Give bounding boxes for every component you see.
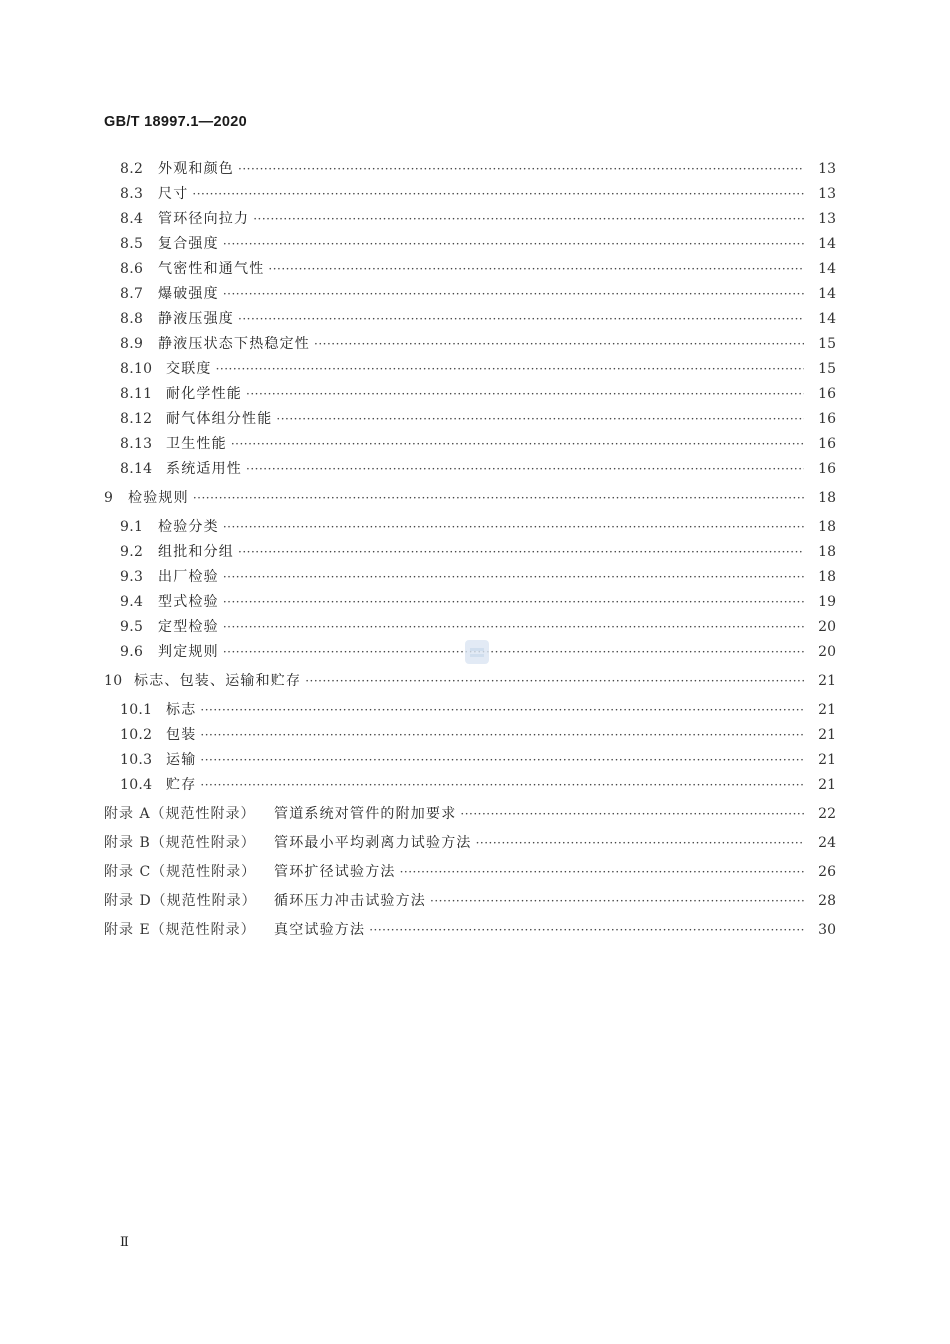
toc-entry[interactable] — [120, 567, 836, 587]
toc-entry[interactable] — [120, 284, 836, 304]
toc-entry[interactable] — [120, 384, 836, 404]
toc-entry-page: 16 — [818, 386, 836, 402]
toc-entry-page: 15 — [818, 361, 836, 377]
toc-entry-title: 复合强度 — [158, 236, 219, 252]
toc-entry[interactable] — [120, 725, 836, 745]
toc-entry-number: 9.1 — [120, 519, 144, 535]
toc-leader-dots — [305, 671, 804, 691]
toc-entry-page: 16 — [818, 436, 836, 452]
toc-entry[interactable] — [120, 775, 836, 795]
toc-entry-number: 9 — [104, 490, 114, 506]
toc-entry-number: 9.2 — [120, 544, 144, 560]
toc-entry-number: 10.1 — [120, 702, 153, 718]
toc-entry-title: 静液压强度 — [158, 311, 234, 327]
toc-chapter-entry[interactable] — [104, 671, 836, 691]
toc-entry-number: 8.13 — [120, 436, 153, 452]
toc-entry-title: 出厂检验 — [158, 569, 219, 585]
toc-entry-title: 循环压力冲击试验方法 — [274, 893, 426, 909]
toc-leader-dots — [200, 725, 804, 745]
toc-entry-title: 交联度 — [166, 361, 212, 377]
toc-entry-title: 真空试验方法 — [274, 922, 366, 938]
toc-entry-number: 9.4 — [120, 594, 144, 610]
toc-entry-page: 24 — [818, 835, 836, 851]
toc-entry-number: 10 — [104, 673, 123, 689]
toc-entry[interactable] — [120, 184, 836, 204]
toc-entry-title: 耐气体组分性能 — [166, 411, 273, 427]
toc-entry-number: 9.5 — [120, 619, 144, 635]
toc-leader-dots — [223, 517, 804, 537]
watermark-icon — [465, 640, 489, 664]
toc-leader-dots — [192, 184, 804, 204]
toc-entry[interactable] — [120, 592, 836, 612]
toc-entry-title: 管环径向拉力 — [158, 211, 250, 227]
toc-entry-page: 13 — [818, 186, 836, 202]
toc-entry-page: 26 — [818, 864, 836, 880]
toc-entry-page: 13 — [818, 211, 836, 227]
toc-entry[interactable] — [120, 542, 836, 562]
toc-leader-dots — [238, 309, 804, 329]
toc-leader-dots — [223, 567, 804, 587]
toc-entry[interactable] — [120, 517, 836, 537]
toc-leader-dots — [476, 833, 804, 853]
toc-annex-label: 附录 E（规范性附录） — [104, 922, 256, 938]
toc-entry-title: 静液压状态下热稳定性 — [158, 336, 310, 352]
toc-leader-dots — [314, 334, 804, 354]
toc-entry-title: 耐化学性能 — [166, 386, 242, 402]
toc-entry-page: 18 — [818, 569, 836, 585]
toc-leader-dots — [246, 384, 804, 404]
toc-entry[interactable] — [120, 700, 836, 720]
toc-entry-title: 外观和颜色 — [158, 161, 234, 177]
toc-entry-page: 20 — [818, 619, 836, 635]
toc-entry[interactable] — [120, 334, 836, 354]
toc-entry-number: 8.5 — [120, 236, 144, 252]
toc-entry[interactable] — [120, 750, 836, 770]
toc-leader-dots — [200, 750, 804, 770]
toc-entry-title: 组批和分组 — [158, 544, 234, 560]
toc-entry-number: 10.4 — [120, 777, 153, 793]
toc-entry[interactable] — [120, 409, 836, 429]
toc-entry-title: 定型检验 — [158, 619, 219, 635]
toc-entry-number: 8.4 — [120, 211, 144, 227]
toc-entry-page: 14 — [818, 286, 836, 302]
toc-entry-page: 13 — [818, 161, 836, 177]
toc-entry-title: 检验分类 — [158, 519, 219, 535]
toc-leader-dots — [223, 284, 804, 304]
toc-entry[interactable] — [120, 617, 836, 637]
toc-annex-label: 附录 C（规范性附录） — [104, 864, 257, 880]
toc-entry-title: 标志、包装、运输和贮存 — [134, 673, 302, 689]
toc-leader-dots — [223, 234, 804, 254]
toc-entry-title: 卫生性能 — [166, 436, 227, 452]
toc-annex-entry[interactable] — [104, 804, 836, 824]
toc-entry-title: 气密性和通气性 — [158, 261, 265, 277]
toc-entry-number: 8.2 — [120, 161, 144, 177]
toc-leader-dots — [223, 642, 804, 662]
toc-entry-number: 8.6 — [120, 261, 144, 277]
toc-entry-page: 14 — [818, 261, 836, 277]
toc-entry[interactable] — [120, 234, 836, 254]
toc-leader-dots — [216, 359, 804, 379]
toc-entry-page: 30 — [818, 922, 836, 938]
toc-leader-dots — [268, 259, 804, 279]
toc-entry-page: 15 — [818, 336, 836, 352]
toc-entry-page: 18 — [818, 519, 836, 535]
toc-annex-entry[interactable] — [104, 862, 836, 882]
toc-annex-entry[interactable] — [104, 891, 836, 911]
toc-annex-entry[interactable] — [104, 833, 836, 853]
toc-leader-dots — [200, 700, 804, 720]
page-folio: Ⅱ — [120, 1235, 129, 1250]
toc-entry-number: 8.14 — [120, 461, 153, 477]
toc-entry-page: 18 — [818, 544, 836, 560]
toc-leader-dots — [238, 542, 804, 562]
toc-entry-number: 8.7 — [120, 286, 144, 302]
toc-entry-title: 型式检验 — [158, 594, 219, 610]
toc-leader-dots — [223, 592, 804, 612]
toc-leader-dots — [369, 920, 804, 940]
toc-leader-dots — [231, 434, 804, 454]
toc-entry-page: 21 — [818, 752, 836, 768]
toc-leader-dots — [460, 804, 804, 824]
toc-entry-title: 包装 — [166, 727, 197, 743]
toc-chapter-entry[interactable] — [104, 488, 836, 508]
toc-entry-page: 21 — [818, 702, 836, 718]
toc-entry-page: 14 — [818, 311, 836, 327]
toc-entry[interactable] — [120, 159, 836, 179]
toc-entry-page: 18 — [818, 490, 836, 506]
toc-leader-dots — [246, 459, 804, 479]
toc-entry[interactable] — [120, 359, 836, 379]
toc-entry-page: 16 — [818, 411, 836, 427]
toc-entry-title: 贮存 — [166, 777, 197, 793]
toc-entry-number: 10.3 — [120, 752, 153, 768]
toc-entry-title: 判定规则 — [158, 644, 219, 660]
standard-code: GB/T 18997.1—2020 — [104, 114, 247, 130]
toc-entry-number: 8.3 — [120, 186, 144, 202]
toc-entry-page: 14 — [818, 236, 836, 252]
toc-leader-dots — [430, 891, 804, 911]
toc-entry-title: 尺寸 — [158, 186, 189, 202]
toc-entry-page: 21 — [818, 673, 836, 689]
toc-entry-title: 管环扩径试验方法 — [274, 864, 396, 880]
toc-entry-title: 管道系统对管件的附加要求 — [274, 806, 457, 822]
toc-entry-title: 系统适用性 — [166, 461, 242, 477]
toc-entry-number: 8.10 — [120, 361, 153, 377]
toc-entry-number: 8.8 — [120, 311, 144, 327]
toc-entry[interactable] — [120, 309, 836, 329]
toc-entry-number: 8.9 — [120, 336, 144, 352]
toc-entry-page: 22 — [818, 806, 836, 822]
toc-annex-label: 附录 A（规范性附录） — [104, 806, 256, 822]
toc-leader-dots — [200, 775, 804, 795]
toc-entry-page: 19 — [818, 594, 836, 610]
toc-leader-dots — [400, 862, 804, 882]
toc-entry[interactable] — [120, 434, 836, 454]
toc-entry[interactable] — [120, 209, 836, 229]
toc-entry-title: 标志 — [166, 702, 197, 718]
toc-leader-dots — [238, 159, 804, 179]
toc-entry-title: 管环最小平均剥离力试验方法 — [274, 835, 472, 851]
toc-entry-page: 21 — [818, 777, 836, 793]
toc-leader-dots — [193, 488, 804, 508]
toc-entry-page: 21 — [818, 727, 836, 743]
toc-entry-number: 8.11 — [120, 386, 153, 402]
toc-entry-page: 28 — [818, 893, 836, 909]
toc-entry-number: 8.12 — [120, 411, 153, 427]
toc-entry-title: 运输 — [166, 752, 197, 768]
toc-annex-entry[interactable] — [104, 920, 836, 940]
toc-entry-page: 20 — [818, 644, 836, 660]
toc-entry[interactable] — [120, 459, 836, 479]
toc-leader-dots — [276, 409, 804, 429]
toc-annex-label: 附录 D（规范性附录） — [104, 893, 257, 909]
toc-entry-page: 16 — [818, 461, 836, 477]
toc-entry[interactable] — [120, 259, 836, 279]
toc-entry-number: 9.3 — [120, 569, 144, 585]
toc-entry-number: 9.6 — [120, 644, 144, 660]
toc-entry-title: 检验规则 — [128, 490, 189, 506]
toc-leader-dots — [253, 209, 804, 229]
toc-annex-label: 附录 B（规范性附录） — [104, 835, 256, 851]
toc-leader-dots — [223, 617, 804, 637]
toc-entry-number: 10.2 — [120, 727, 153, 743]
toc-entry-title: 爆破强度 — [158, 286, 219, 302]
